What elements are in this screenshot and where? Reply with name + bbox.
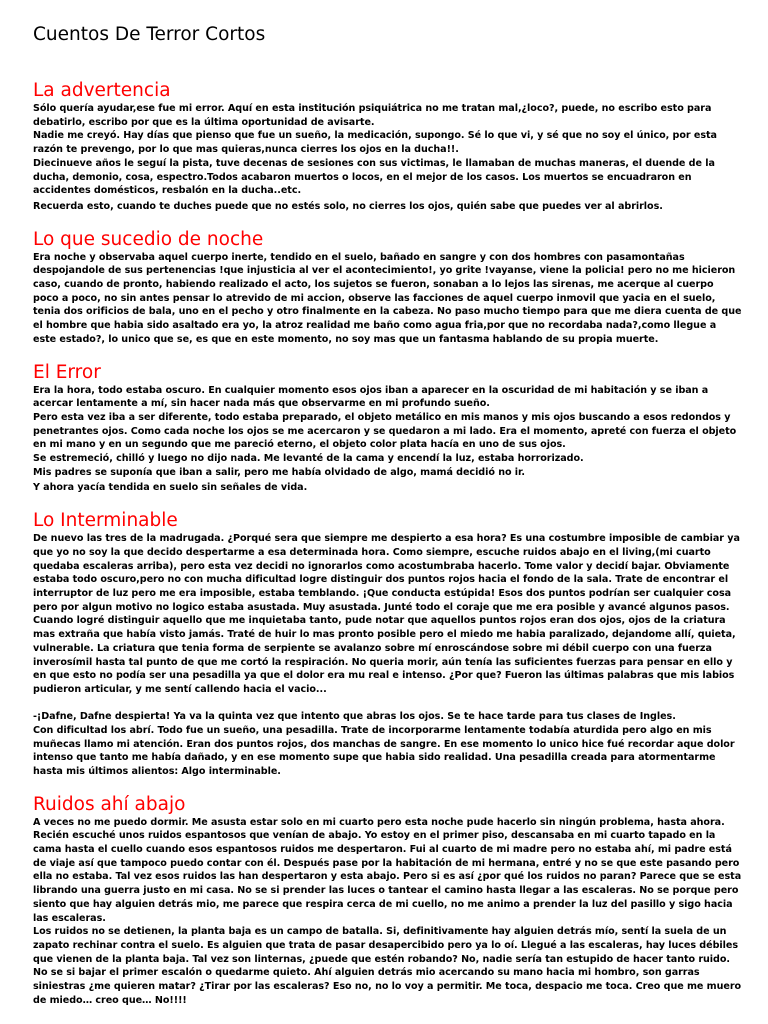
story-paragraph: Nadie me creyó. Hay días que pienso que fue un sueño, la medicación, supongo. Sé lo que vi, y sé que no soy el único, por esta razón te prevengo, por lo que mas quieras,nunca cierres los ojos en la ducha!!. [33,130,717,156]
story-paragraph: A veces no me puedo dormir. Me asusta estar solo en mi cuarto pero esta noche pude hacerlo sin ningún problema, hasta ahora. Recién escuché unos ruidos espantosos que venían de abajo. Yo estoy en el primer piso, descansaba en mi cuarto tapado en la cama hasta el cuello cuando esos espantosos ruidos me despertaron. Fui al cuarto de mi madre pero no estaba ahí, mi padre está de viaje así que tampoco puedo contar con él. Después pase por la habitación de mi hermana, entré y no se que este pasando pero ella no estaba. Tal vez esos ruidos las han despertaron y esta abajo. Pero si es así ¿por qué los ruidos no paran? Parece que se esta librando una guerra justo en mi casa. No se si prender las luces o tantear el camino hasta llegar a las escaleras. No se porque pero siento que hay alguien detrás mio, me parece que respira cerca de mi cuello, no me animo a prender la luz del pasillo y sigo hacia las escaleras. [33,816,742,924]
story-paragraph: Y ahora yacía tendida en suelo sin señales de vida. [33,482,308,494]
story-paragraph: Recuerda esto, cuando te duches puede que no estés solo, no cierres los ojos, quién sabe que puedes ver al abrirlos. [33,200,663,212]
story-lo-que-sucedio-de-noche [33,229,742,347]
story-paragraph: Con dificultad los abrí. Todo fue un sueño, una pesadilla. Trate de incorporarme lentamente todabía aturdida pero algo en mis muñecas llamo mi atención. Eran dos puntos rojos, dos manchas de sangre. En ese momento lo unico hice fué recordar aque dolor intenso que tanto me había dañado, y en ese momento supe que habia sido realidad. Una pesadilla creada para atormentarme hasta mis últimos alientos: Algo interminable. [33,724,735,777]
story-la-advertencia [33,80,742,214]
story-paragraph: Diecinueve años le seguí la pista, tuve decenas de sesiones con sus victimas, le llamaban de muchas maneras, el duende de la ducha, demonio, cosa, espectro.Todos acabaron muertos o locos, en el mejor de los casos. Los muertos se encuadraron en accidentes domésticos, resbalón en la ducha..etc. [33,157,715,197]
story-paragraph: -¡Dafne, Dafne despierta! Ya va la quinta vez que intento que abras los ojos. Se te hace tarde para tus clases de Ingles. [33,711,676,723]
story-ruidos-ahi-abajo [33,794,742,1008]
story-paragraph: Mis padres se suponía que iban a salir, pero me había olvidado de algo, mamá decidió no ir. [33,466,525,478]
document-title: Cuentos De Terror Cortos [33,24,266,45]
story-heading: La advertencia [33,80,171,101]
story-el-error [33,362,742,496]
story-heading: Ruidos ahí abajo [33,793,186,815]
story-paragraph: Los ruidos no se detienen, la planta baja es un campo de batalla. Si, definitivamente hay alguien detrás mío, sentí la suela de un zapato rechinar contra el suelo. Es alguien que trata de pasar desapercibido pero ya lo oí. Llegué a las escaleras, hay luces débiles que vienen de la planta baja. Tal vez son linternas, ¿puede que estén robando? No, nadie sería tan estupido de hacer tanto ruido. No se si bajar el primer escalón o quedarme quieto. Ahí alguien detrás mio acercando su mano hacia mi hombro, son garras siniestras ¿me quieren matar? ¿Tirar por las escaleras? Eso no, no lo voy a permitir. Me toca, despacio me toca. Creo que me muero de miedo… creo que… No!!!! [33,926,742,1006]
story-paragraph: Se estremeció, chilló y luego no dijo nada. Me levanté de la cama y encendí la luz, estaba horrorizado. [33,453,584,465]
story-paragraph: Pero esta vez iba a ser diferente, todo estaba preparado, el objeto metálico en mis manos y mis ojos buscando a esos redondos y penetrantes ojos. Como cada noche los ojos se me acercaron y se quedaron a mi lado. Era el momento, apreté con fuerza el objeto en mi mano y en un segundo que me pareció eterno, el objeto color plata hacía en uno de sus ojos. [33,411,737,451]
story-heading: Lo Interminable [33,510,178,532]
story-paragraph: Era la hora, todo estaba oscuro. En cualquier momento esos ojos iban a aparecer en la oscuridad de mi habitación y se iban a acercar lentamente a mí, sin hacer nada más que observarme en mi profundo sueño. [33,384,709,410]
story-heading: Lo que sucedio de noche [33,228,264,250]
story-paragraph: De nuevo las tres de la madrugada. ¿Porqué sera que siempre me despierto a esa hora? Es una costumbre imposible de cambiar ya que yo no soy la que decido despertarme a esa determinada hora. Como siempre, escuche ruidos abajo en el living,(mi cuarto quedaba escaleras arriba), pero esta vez decidi no ignorarlos como acostumbraba hacerlo. Tome valor y decidí bajar. Obviamente estaba todo oscuro,pero no con mucha dificultad logre distinguir dos puntos rojos hacia el fondo de la sala. Trate de encontrar el interruptor de luz pero me era imposible, estaba temblando. ¡Que conducta estúpida! Esos dos puntos podrían ser cualquier cosa pero por algun motivo no logico estaba asustada. Muy asustada. Junté todo el coraje que me era posible y avancé algunos pasos. Cuando logré distinguir aquello que me inquietaba tanto, pude notar que aquellos puntos rojos eran dos ojos, ojos de la criatura mas extraña que había visto jamás. Traté de huir lo mas pronto posible pero el miedo me habia paralizado, dejandome allí, quieta, vulnerable. La criatura que tenia forma de serpiente se avalanzo sobre mí enroscándose sobre mi débil cuerpo con una fuerza inverosímil hasta tal punto de que me cortó la respiración. No queria morir, aún tenía las suficientes fuerzas para pensar en ello y en que esto no podía ser una pesadilla ya que el dolor era mu real e intenso. ¿Por que? Fueron las últimas palabras que mis labios pudieron articular, y me sentí callendo hacia el vacio... [33,533,740,695]
story-lo-interminable [33,510,742,778]
story-paragraph: Era noche y observaba aquel cuerpo inerte, tendido en el suelo, bañado en sangre y con dos hombres con pasamontañas despojandole de sus pertenencias !que injusticia al ver el acontecimiento!, yo grite !vayanse, viene la policia! pero no me hicieron caso, cuando de pronto, habiendo realizado el acto, los sujetos se fueron, sonaban a lo lejos las sirenas, me acerque al cuerpo poco a poco, no sin antes pensar lo atrevido de mi accion, observe las facciones de aquel cuerpo inmovil que yacia en el suelo, tenia dos orificios de bala, uno en el pecho y otro finalmente en la cabeza. No paso mucho tiempo para que me diera cuenta de que el hombre que habia sido asaltado era yo, la atroz realidad me baño como agua fria,por que no recordaba nada?,como llegue a este estado?, lo unico que se, es que en este momento, no soy mas que un fantasma hablando de su propia muerte. [33,251,742,345]
story-paragraph: Sólo quería ayudar,ese fue mi error. Aquí en esta institución psiquiátrica no me tratan mal,¿loco?, puede, no escribo esto para debatirlo, escribo por que es la última oportunidad de avisarte. [33,103,712,128]
story-heading: El Error [33,361,101,383]
